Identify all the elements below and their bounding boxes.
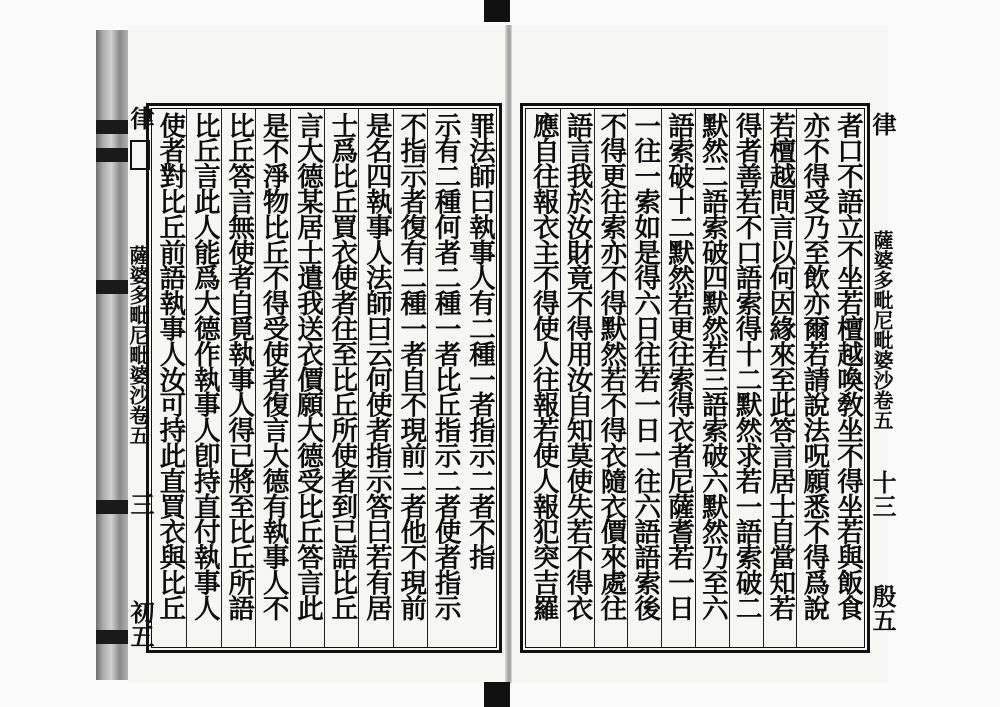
right-margin-title: 薩婆多毗尼毗婆沙卷五 bbox=[870, 230, 894, 430]
left-page-text-column: 使者對比丘前語執事人汝可持此直買衣與比丘 bbox=[154, 112, 186, 621]
left-page-text-column: 比丘言此人能爲大德作執事人卽持直付執事人 bbox=[186, 109, 220, 647]
left-page-text-column: 罪法師曰執事人有二種一者指示二者不指 bbox=[464, 112, 495, 570]
left-page-text-column: 士爲比丘買衣使者往至比丘所使者到已語比丘 bbox=[324, 109, 358, 647]
left-margin-bottom: 初五 bbox=[126, 600, 155, 648]
left-page-text-column: 是不淨物比丘不得受使者復言大德有執事人不 bbox=[255, 109, 289, 647]
right-margin-top-char: 律 bbox=[868, 112, 897, 136]
left-margin-title: 薩婆多毗尼毗婆沙卷五 bbox=[126, 245, 150, 445]
left-text-frame bbox=[146, 103, 502, 653]
top-clip bbox=[484, 0, 510, 22]
spine-binding-band bbox=[96, 148, 130, 162]
right-page-text-column: 若檀越問言以何因緣來至此答言居士自當知若 bbox=[763, 109, 797, 647]
right-page-text-column: 默然二語索破四默然若三語索破六默然乃至六 bbox=[695, 109, 729, 647]
bottom-clip bbox=[484, 682, 510, 707]
right-margin-folio: 十三 bbox=[868, 470, 897, 518]
right-page-text-column: 得者善若不口語索得十二默然求若一語索破二 bbox=[729, 109, 763, 647]
right-page-text-column: 語言我於汝財竟不得用汝自知莫使失若不得衣 bbox=[560, 109, 594, 647]
spine-binding-band bbox=[96, 500, 130, 514]
right-page-text-column: 應自往報衣主不得使人往報若使人報犯突吉羅 bbox=[527, 112, 559, 621]
left-page-text-column: 比丘答言無使者自覓執事人得已將至比丘所語 bbox=[221, 109, 255, 647]
right-page-text-column: 亦不得受乃至飲亦爾若請說法呪願悉不得爲說 bbox=[796, 109, 830, 647]
left-margin-top-char: 律 bbox=[126, 106, 155, 130]
right-margin-bottom: 殷五 bbox=[868, 584, 897, 632]
spine-binding-band bbox=[96, 630, 130, 644]
spine-binding-band bbox=[96, 280, 130, 294]
spine-binding-band bbox=[96, 120, 130, 134]
right-page-text-column: 者口不語立不坐若檀越喚敎坐不得坐若與飯食 bbox=[832, 112, 863, 621]
left-page-text-column: 是名四執事人法師曰云何使者指示答曰若有居 bbox=[358, 109, 392, 647]
right-page-text-column: 一往一索如是得六日往若一日一往六語語索後 bbox=[627, 109, 661, 647]
right-page-text-column: 語索破十二默然若更往索得衣者尼薩耆若一日 bbox=[661, 109, 695, 647]
left-margin-folio: 三 bbox=[126, 492, 155, 516]
book-spine bbox=[96, 30, 130, 680]
left-page-text-column: 言大德某居士遣我送衣價願大德受比丘答言此 bbox=[290, 109, 324, 647]
left-page-text-column: 不指示者復有二種一者自不現前二者他不現前 bbox=[393, 109, 427, 647]
left-page-text-column: 示有二種何者二種一者比丘指示二者使者指示 bbox=[427, 109, 461, 647]
right-page-text-column: 不得更往索亦不得默然若不得衣隨衣價來處往 bbox=[594, 109, 628, 647]
right-text-frame bbox=[520, 103, 870, 653]
